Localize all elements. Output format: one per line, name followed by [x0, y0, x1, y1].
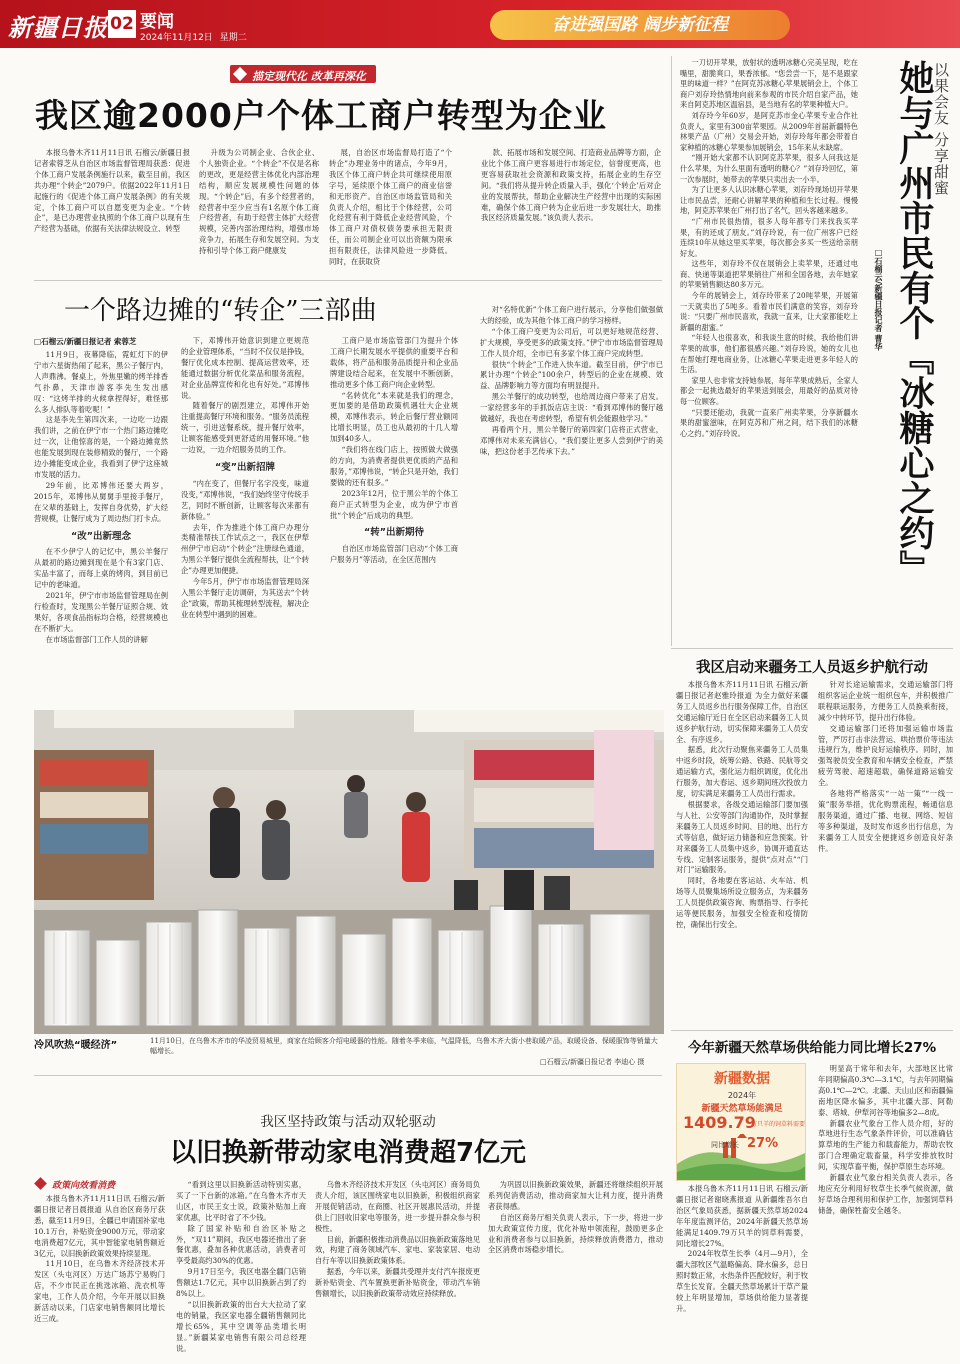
feature-p8: “年轻人也很喜欢，和我谈生意的时候，我给他们讲苹果的故事，他们都很感兴趣。”刘存玲说，她的女儿也在帮她打理电商业务，让冰糖心苹果走进更多年轻人的生活。	[680, 333, 858, 375]
story-col3c-p1: 自治区市场监管部门启动“个体工商户服务月”等活动，在全区范围内	[330, 544, 458, 565]
grass-p5: 新疆农业气象台相关负责人表示，各地应充分利用好牧草生长季气候资源，做好草场合理利用和保护工作，加强饲草料储备，确保牲畜安全越冬。	[818, 1173, 953, 1215]
slogan-banner	[490, 10, 790, 40]
feature-text	[680, 58, 858, 640]
grass-p3: 明显高于常年和去年，大部地区比常年同期偏高0.3℃—3.1℃，与去年同期偏高0.1℃—2℃。北疆、天山山区和南疆偏南地区降水偏多，其中北疆大部、阿勒泰、塔城、伊犁河谷等地偏多2—8成。	[818, 1064, 953, 1117]
tradein-p10: 为巩固以旧换新政策效果，新疆还将继续组织开展系列促消费活动，推动商家加大让利力度，提升消费者获得感。	[488, 1180, 663, 1211]
story-col1-p1: 11月9日，夜幕降临，霓虹灯下的伊宁市六星街热闹了起来，黑公子餐厅内，人声鼎沸。餐桌上，外焦里嫩的烤羊排香气扑鼻，天津市游客李先生发出感叹：“这烤羊排的火候拿捏得好，难怪那么多人排队等着吃呢！”	[34, 350, 168, 414]
article1-title: 我区逾2000户个体工商户转型为企业	[35, 96, 607, 135]
story-col3b-p1: “我们将在线门店上，按照做大做强的方向，为消费者提供更优质的产品和服务，”邓博伟说，“转企只是开始，我们要做的还有很多。”	[330, 445, 458, 487]
grass-p4: 新疆农业气象台工作人员介绍，好的草地进行生态气象条件评价，可以准确估算草地的生产能力和载畜能力，帮助农牧部门合理确定载畜量，科学安排放牧时间，实现草畜平衡，保护草原生态环境。	[818, 1118, 953, 1172]
tradein-tag	[36, 1178, 115, 1191]
photo-credit: □石榴云/新疆日报记者 李迪心 摄	[540, 1058, 645, 1066]
grass-card	[676, 1063, 806, 1181]
transport-p2: 据悉，此次行动聚焦来疆务工人员集中返乡时段，统筹公路、铁路、民航等交通运输方式，强化运力组织调度，优化出行服务，加大春运、返乡期间班次投放力度，切实满足来疆务工人员出行需求。	[676, 745, 808, 799]
tradein-p7: 乌鲁木齐经济技术开发区（头屯河区）商务局负责人介绍，该区围绕家电以旧换新，积极组织商家开展促销活动，在商圈、社区开展惠民活动，并提供上门回收旧家电等服务，进一步提升群众参与积极性。	[315, 1180, 480, 1233]
article1-col-4	[481, 148, 661, 278]
tradein-p11: 自治区商务厅相关负责人表示，下一步，将进一步加大政策宣传力度，优化补贴申领流程，鼓励更多企业和消费者参与以旧换新，持续释放消费潜力，推动全区消费市场稳步增长。	[488, 1212, 663, 1255]
story-sub-3: “转”出新期待	[364, 527, 424, 539]
tradein-p8: 目前，新疆积极推动消费品以旧换新政策落地见效，构建了商务领域汽车、家电、家装家居、电动自行车等以旧换新政策体系。	[315, 1234, 480, 1266]
tradein-col-4	[488, 1180, 663, 1358]
tradein-p5: 9月17日至今，我区电器全疆门店销售额达1.7亿元，其中以旧换新占到了约8%以上。	[176, 1267, 306, 1299]
section-name: 要闻	[140, 12, 174, 32]
story-col2b-p3: 今年5月，伊宁市市场监督管理局深入黑公羊餐厅走访调研，为其送去“个转企”政策，帮助其梳理转型流程，解决企业在转型中遇到的困难。	[181, 577, 309, 619]
tradein-p4: 除了国家补贴和自治区补贴之外，“双11”期间，我区电器还推出了套餐优惠，叠加各种优惠活动，消费者可享受最高约30%的优惠。	[176, 1223, 306, 1266]
story-col4-p5: 再看两个月，黑公羊餐厅的第四家门店将正式营业，邓博伟对未来充满信心，“我们要让更多人尝到伊宁的美味，把这份老手艺传承下去。”	[480, 424, 663, 456]
story-sub-2: “变”出新招牌	[215, 461, 275, 473]
feature-p2: 刘存玲今年60岁，是阿克苏市金心苹果专业合作社负责人，家里有300亩苹果园。从2009年首届新疆特色林果产品（广州）交易会开始，刘存玲每年都会带着自家种植的冰糖心苹果参加展销会，15年来从未缺席。	[680, 110, 858, 152]
masthead-logo: 新疆日报	[8, 13, 108, 42]
tradein-subtitle: 我区坚持政策与活动双轮驱动	[260, 1114, 436, 1130]
tradein-p3: “看到这里以旧换新活动特别实惠，买了一下台新的冰箱。”在乌鲁木齐市天山区，市民王女士说，政策补贴加上商家优惠，比平时省了不少钱。	[176, 1180, 306, 1222]
grass-card-pct: 27%	[747, 1136, 779, 1151]
article1-col-2	[199, 148, 319, 278]
story-col2b-p1: “内在变了，但餐厅名字没变，味道没变，”邓博伟说，“我们始终坚守传统手艺，同时不断创新，让顾客每次来都有新体验。”	[181, 478, 309, 521]
transport-p6: 交通运输部门还将加强运输市场监管，严厉打击非法营运、哄抬票价等违法违规行为，维护良好运输秩序。同时，加强驾驶员安全教育和车辆安全检查，严禁疲劳驾驶、超速超载，确保道路运输安全。	[818, 723, 953, 788]
divider	[34, 280, 662, 281]
grass-card-label: 同比增长	[711, 1141, 739, 1149]
grass-card-value: 1409.79	[683, 1113, 756, 1132]
feature-byline: □石榴云/新疆日报记者 曹华	[874, 248, 883, 351]
feature-p10: “只要还能动，我就一直来广州卖苹果，分享新疆水果的甜蜜滋味，在阿克苏和广州之间，结下我们的冰糖心之约。”刘存玲说。	[680, 407, 858, 438]
tradein-tag-text: 政策向效看消费	[52, 1181, 116, 1191]
feature-p1: 一刀切开苹果，放射状的透明冰糖心完美呈现，吃在嘴里，甜脆爽口，果香浓郁。“您尝尝一下，是不是跟家里的味道一样？”在阿克苏冰糖心苹果展销会上，个体工商户刘存玲热情地向前来参观的市民介绍自家产品，她来自阿克苏地区温宿县，是当地有名的苹果种植大户。	[680, 58, 858, 110]
grass-title: 今年新疆天然草场供给能力同比增长27%	[687, 1040, 937, 1056]
story-col-3	[330, 336, 458, 698]
divider	[671, 56, 672, 646]
page-number: 02	[108, 10, 136, 38]
story-col4-p1: 对“名特优新”个体工商户进行展示，分享他们做强做大的经验，成为其他个体工商户的学习榜样。	[480, 305, 663, 325]
story-col4-p2: “个体工商户变更为公司后，可以更好地规范经营、扩大规模，享受更多的政策支持。”伊宁市市场监督管理局工作人员介绍，全市已有多家个体工商户完成转型。	[480, 326, 663, 358]
tradein-p9: 据悉，今年以来，新疆共受理并支付汽车报废更新补贴资金、汽车置换更新补贴资金，带动汽车销售额增长，以旧换新政策带动效应持续释放。	[315, 1267, 480, 1299]
story-col1-p2: 这是李先生第四次来，一边吃一边跟我们讲，之前在伊宁市一个热门路边摊吃过一次，让他惊喜的是，一个路边摊竟然也能发展到现在装修精致的餐厅，一个路边小摊能变成企业，我看到了伊宁这座城市发展的活力。	[34, 415, 168, 479]
story-col1b-p2: 2021年，伊宁市市场监督管理局在例行检查时，发现黑公羊餐厅证照合规、效果好，各项食品指标均合格，经营规模也在不断扩大。	[34, 591, 168, 633]
story-col4-p3: 很快“个转企”工作进入快车道。截至目前，伊宁市已累计办理“个转企”100余户，转型后的企业在规模、效益、品牌影响力等方面均有明显提升。	[480, 359, 663, 391]
transport-p7: 各地将严格落实“一站一策”“一线一策”服务举措，优化购票流程，畅通信息服务渠道，通过广播、电视、网络、短信等多种渠道，及时发布返乡出行信息，为来疆务工人员安全便捷返乡创造良好条件。	[818, 789, 953, 853]
tradein-title: 以旧换新带动家电消费超7亿元	[169, 1138, 527, 1168]
article1-col-1	[34, 148, 190, 278]
grass-p1: 本报乌鲁木齐11月11日讯 石榴云/新疆日报记者谢晓燕报道 从新疆维吾尔自治区气象局获悉，据新疆天然草场2024年年度监测评估，2024年新疆天然草场能满足1409.79万只羊的饲草料需要，同比增长27%。	[676, 1184, 808, 1248]
story-col3-p1: 工商户是市场监管部门为提升个体工商户长期发展水平提供的重要平台和载体，将产品和服务品质提升和企业品牌建设结合起来，在发展中不断创新，推动更多个体工商户向企业转型。	[330, 336, 458, 389]
article1-kicker-text: 描定现代化 改革再深化	[252, 70, 366, 83]
slogan-text: 奋进强国路 阔步新征程	[552, 15, 728, 35]
tag-bullet-icon	[34, 1177, 47, 1190]
divider	[671, 648, 953, 649]
photo-caption: 11月10日，在乌鲁木齐市的华凌贸易城里，商家在给顾客介绍电暖器的性能。随着冬季来临，气温降低，乌鲁木齐大街小巷取暖产品，取暖设备、保暖服饰等销量大幅增长。	[150, 1037, 658, 1055]
article1-col2-text: 升级为公司制企业、合伙企业、个人独资企业。“个转企”不仅是名称的更改，更是经营主体优化内部治理结构，顺应发展规模性问题的体现。“个转企”后，有多个经营者的，经营者中至少应当有1名原个体工商户经营者，有助于经营主体扩大经营规模，完善内部治理结构，增强市场竞争力，拓展生存和发展空间。为支持和引导个体工商户健康发	[199, 148, 319, 256]
weekday-text: 星期二	[219, 33, 247, 43]
issue-date	[140, 30, 247, 43]
transport-p5: 针对长途运输需求，交通运输部门将组织客运企业统一组织包车，并积极推广联程联运服务，方便务工人员换乘衔接，减少中转环节，提升出行体验。	[818, 680, 953, 722]
story-col3b-p2: 2023年12月，位于黑公羊的个体工商户正式转型为企业，成为伊宁市首批“个转企”后成功的典型。	[330, 488, 458, 520]
transport-col-1	[676, 680, 808, 1020]
tradein-col-1	[34, 1194, 165, 1358]
article1-kicker	[230, 65, 376, 83]
article1-col1-text: 本报乌鲁木齐11月11日讯 石榴云/新疆日报记者索蓉芝从自治区市场监督管理局获悉：促进个体工商户发展条例施行以来，截至目前，我区共办理“个转企”2079户。依据2022年11月1日起施行的《促进个体工商户发展条例》的有关规定，个体工商户可以自愿变更为企业。“个转企”，是已办理营业执照的个体工商户以现有生产经营为基础，依据有关法律法规设立、转型	[34, 148, 190, 234]
grass-p2: 2024年牧草生长季（4月—9月），全疆大部牧区气温略偏高、降水偏多，总日照时数正常，水热条件匹配较好，利于牧草生长发育。全疆天然草场累计干草产量较上年明显增加，草场供给能力显著提升。	[676, 1249, 808, 1313]
store-photo-svg	[34, 710, 664, 1034]
tradein-p1: 本报乌鲁木齐11月11日讯 石榴云/新疆日报记者吕晨报道 从自治区商务厅获悉，截至11月9日，全疆已申请国补家电10.1万台，补贴资金9000万元，带动家电消费超7亿元，其中智能家电销售额近3亿元，以旧换新政策效果持续显现。	[34, 1194, 165, 1258]
feature-p4: 为了让更多人认识冰糖心苹果，刘存玲现场切开苹果让市民品尝，还耐心讲解苹果的种植和生长过程。慢慢地，阿克苏苹果在广州打出了名气，回头客越来越多。	[680, 185, 858, 216]
tradein-col-3	[315, 1180, 480, 1358]
story-sub-1: “改”出新理念	[71, 530, 131, 542]
transport-p4: 同时，各地要在客运站、火车站、机场等人员聚集场所设立服务点，为来疆务工人员提供政策咨询、购票指导、行李托运等便民服务，加强安全检查和疫情防控，确保出行安全。	[676, 876, 808, 929]
story-col2-p1: 下，邓博伟开始意识到建立更规范的企业管理体系，“当时不仅仅是挣钱，餐厅优化成本控制、提高运营效率，还能通过数据分析优化菜品和服务流程，对企业品牌宣传和化也有好处。”邓博伟说。	[181, 336, 309, 400]
grassland-illustration	[677, 1134, 806, 1181]
article1-col3-text: 展，自治区市场监督局打造了“个转企”办理业务中的诸点，今年9月，我区个体工商户转企共可继续使用原字号，延续原个体工商户的商业信誉和无形资产。自治区市场监管局和关负责人介绍，相比于个体经营，公司化经营有利于降低企业经营风险，个体工商户对债权债务要承担无限责任，而公司制企业可以出资额为限承担有限责任，法律风险进一步降低。同时，在获取贷	[329, 148, 452, 267]
story-col-1	[34, 350, 168, 698]
story-col3-p2: “名转优化”本来就是我们的理念，更加要的是借助政策机遇壮大企业规模，邓博伟表示，转企后餐厅营业额同比增长明显，员工也从最初的十几人增加到40多人。	[330, 390, 458, 444]
tradein-p2: 11月10日，在乌鲁木齐经济技术开发区（头屯河区）万达广场苏宁易购门店，不少市民正在挑选冰箱、洗衣机等家电，工作人员介绍，今年开展以旧换新活动以来，门店家电销售额同比增长近三成。	[34, 1259, 165, 1323]
article1-col-3	[329, 148, 452, 278]
photo-caption-label: 冷风吹热“暖经济”	[34, 1040, 118, 1051]
transport-p3: 根据要求，各级交通运输部门要加强与人社、公安等部门沟通协作，及时掌握来疆务工人员返乡时间、目的地、出行方式等信息，做好运力储备和应急预案。针对来疆务工人员集中返乡，协调开通直达专线、定制客运服务，提供“点对点”“门对门”运输服务。	[676, 799, 808, 875]
grass-card-year: 2024年	[727, 1091, 757, 1100]
feature-p7: 今年的展销会上，刘存玲带来了20吨苹果，开展第一天就卖出了5吨多。看着市民们满意的笑容，刘存玲说：“只要广州市民喜欢，我就一直来，让大家都能吃上新疆的甜蜜。”	[680, 291, 858, 332]
transport-p1: 本报乌鲁木齐11月11日讯 石榴云/新疆日报记者赵雅玲报道 为全力做好来疆务工人员返乡出行服务保障工作，自治区交通运输厅近日在全区启动来疆务工人员返乡护航行动，切实保障来疆务工人员安全、有序返乡。	[676, 680, 808, 744]
diamond-icon	[233, 67, 247, 81]
story-col2b-p2: 去年，作为推进个体工商户办理分类精准帮扶工作试点之一，我区在伊犁州伊宁市启动“个转企”注册绿色通道，为黑公羊餐厅提供全流程帮扶，让“个转企”办理更加便捷。	[181, 522, 309, 576]
transport-col-2	[818, 680, 953, 1020]
grass-col-1a	[676, 1184, 808, 1360]
photo	[34, 710, 664, 1034]
story-col1b-p1: 在不少伊宁人的记忆中，黑公羊餐厅从最初的路边摊到现在是个有3家门店、实品丰富了，而每上桌的烤肉，到目前已记中的老味道。	[34, 547, 168, 590]
divider	[34, 1075, 662, 1076]
transport-title: 我区启动来疆务工人员返乡护航行动	[696, 660, 928, 676]
story-col1b-p3: 在市场监督部门工作人员的讲解	[45, 634, 148, 644]
grass-card-brand: 新疆数据	[714, 1071, 770, 1087]
feature-p5: “广州市民很热情，很多人每年都专门来找我买苹果，有的还成了朋友。”刘存玲说，有一位广州客户已经连续10年从她这里买苹果，每次都会多买一些送给亲朋好友。	[680, 216, 858, 258]
grass-card-unit: 万只羊的饲草料需要	[751, 1121, 806, 1128]
article1-col4-text: 款、拓展市场和发展空间、打造商业品牌等方面，企业比个体工商户更容易进行市场定位，信誉度更高，也更容易获取社会资源和政策支持，拓展企业的生存空间。“我们将从提升转企质量入手，强化‘个转企’后对企业的发展帮扶，帮助企业解决生产经营中出现的实际困难，确保个体工商户转为企业后进一步发展壮大，助推我区经济质量发展。”该负责人表示。	[481, 148, 661, 223]
story-col-4	[480, 305, 663, 697]
feature-title: 她与广州市民有个『冰糖心之约』	[894, 60, 934, 585]
feature-p3: “刚开始大家都不认识阿克苏苹果，很多人问我这是什么苹果，为什么里面有透明的糖心？”刘存玲回忆，第一次参展时，她带去的苹果只卖出去一小半。	[680, 153, 858, 184]
story-col4-p4: 黑公羊餐厅的成功转型，也给周边商户带来了启发。一家经营多年的手抓饭店店主说：“看到邓博伟的餐厅越做越好，我也在考虑转型，希望有机会能跟他学习。”	[480, 392, 663, 424]
grass-card-head: 新疆天然草场能满足	[701, 1104, 783, 1114]
feature-p6: 这些年，刘存玲不仅在展销会上卖苹果，还通过电商、快递等渠道把苹果销往广州和全国各地，去年她家的苹果销售额达80多万元。	[680, 259, 858, 290]
tradein-p6: “以旧换新政策的出台大大拉动了家电的销量，我区家电器全疆销售额同比增长65%，其中空调等品类增长明显。”新疆某家电销售有限公司总经理说。	[176, 1299, 306, 1353]
divider	[671, 1030, 953, 1031]
date-text: 2024年11月12日	[140, 33, 213, 43]
feature-p9: 家里人也非常支持她参展，每年苹果成熟后，全家人都会一起挑选最好的苹果送到展会，用最好的品质对待每一位顾客。	[680, 375, 858, 406]
story-col2-p2: 随着餐厅的剧烈建立，邓博伟开始注重提高餐厅环境和服务。“服务员流程统一，引进送餐系统，提升餐厅效率，让顾客能感受到更舒适的用餐环境。”他一边说，一边介绍服务员的工作。	[181, 401, 309, 455]
story-byline: □石榴云/新疆日报记者 索蓉芝	[34, 337, 137, 346]
feature-kicker: 以果会友 分享甜蜜	[932, 62, 950, 196]
story-col1-p3: 29年前，比邓博伟还要大两岁，2015年，邓博伟从舅舅手里接手餐厅，在父辈的基础上，发挥自身优势，扩大经营规模，让餐厅成为了周边热门打卡点。	[34, 480, 168, 523]
story-title: 一个路边摊的“转企”三部曲	[64, 296, 377, 326]
story-col-2	[181, 336, 309, 698]
tradein-col-2	[176, 1180, 306, 1358]
grass-col-2	[818, 1064, 953, 1360]
